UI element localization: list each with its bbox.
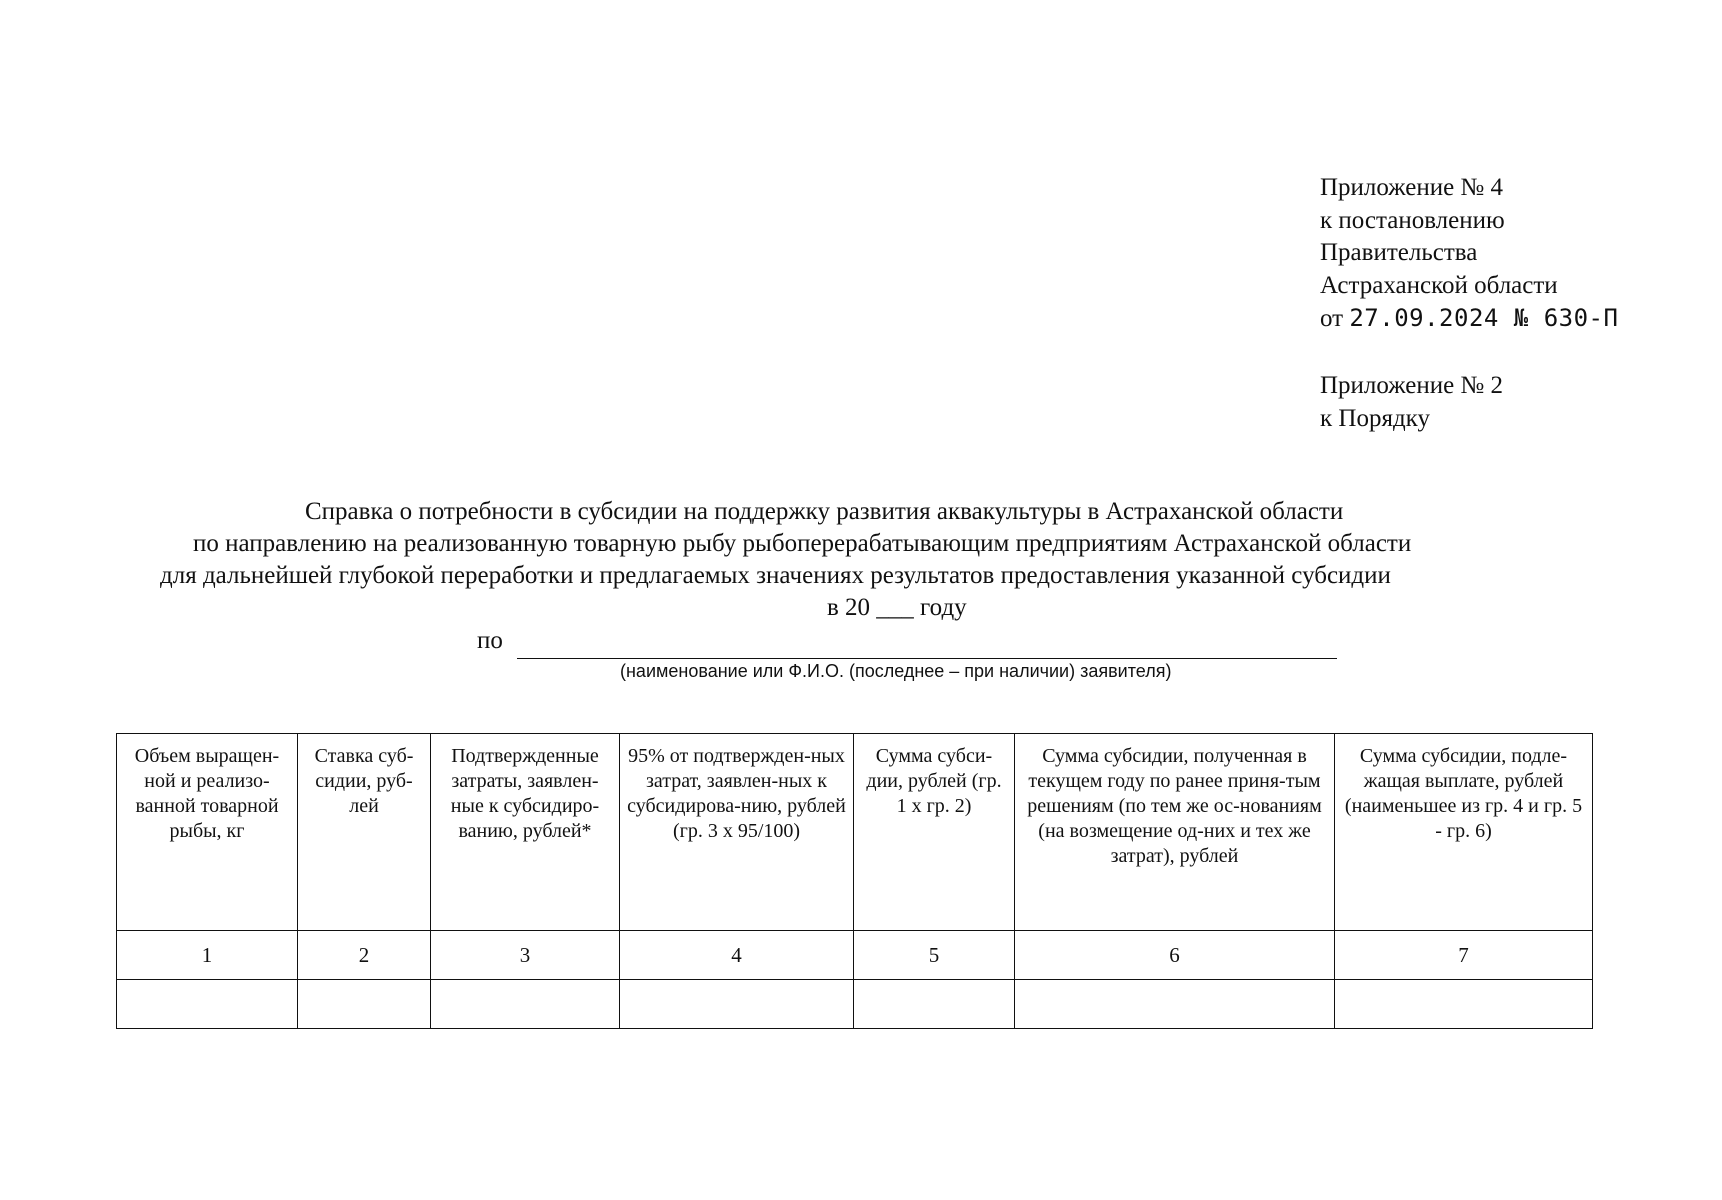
table-header-row xyxy=(117,734,1593,931)
annex-primary-line: Приложение № 4 xyxy=(1320,174,1504,201)
annex-secondary-block xyxy=(1320,370,1680,435)
annex-secondary-line: к Порядку xyxy=(1320,404,1430,432)
annex-primary-line: Правительства xyxy=(1320,239,1478,266)
annex-primary-line: Астраханской области xyxy=(1320,271,1558,299)
table-header-cell: Сумма субси-дии, рублей (гр. 1 х гр. 2) xyxy=(854,734,1015,931)
column-number-cell: 2 xyxy=(298,931,431,980)
table-data-cell[interactable] xyxy=(298,980,431,1029)
column-number-cell: 7 xyxy=(1335,931,1593,980)
table-header-cell: 95% от подтвержден-ных затрат, заявлен-ных к субсидирова-нию, рублей (гр. 3 х 95/100) xyxy=(620,734,854,931)
annex-date-line xyxy=(1320,302,1680,336)
column-number-cell: 4 xyxy=(620,931,854,980)
annex-date-prefix: от xyxy=(1320,305,1344,332)
table-data-cell[interactable] xyxy=(854,980,1015,1029)
annex-primary-block xyxy=(1320,172,1680,336)
table-data-cell[interactable] xyxy=(1015,980,1335,1029)
applicant-name-blank[interactable] xyxy=(517,658,1337,659)
applicant-prefix: по xyxy=(477,627,503,654)
title-year-line: в 20 ___ году xyxy=(827,594,967,621)
table-data-cell[interactable] xyxy=(620,980,854,1029)
column-number-cell: 1 xyxy=(117,931,298,980)
table-data-cell[interactable] xyxy=(1335,980,1593,1029)
title-line: по направлению на реализованную товарную рыбу рыбоперерабатывающим предприятиям Астраханской области xyxy=(193,530,1412,557)
subsidy-table xyxy=(116,733,1593,1029)
annex-date-stamp: 27.09.2024 № 630-П xyxy=(1349,304,1619,332)
table-header-cell: Объем выращен-ной и реализо-ванной товарной рыбы, кг xyxy=(117,734,298,931)
table-header-cell: Сумма субсидии, подле-жащая выплате, рублей (наименьшее из гр. 4 и гр. 5 - гр. 6) xyxy=(1335,734,1593,931)
table-header-cell: Подтвержденные затраты, заявлен-ные к субсидиро-ванию, рублей* xyxy=(431,734,620,931)
title-line: для дальнейшей глубокой переработки и предлагаемых значениях результатов предоставления указанной субсидии xyxy=(160,562,1391,589)
table-data-cell[interactable] xyxy=(117,980,298,1029)
table-header-cell: Ставка суб-сидии, руб-лей xyxy=(298,734,431,931)
column-number-cell: 5 xyxy=(854,931,1015,980)
annex-secondary-line: Приложение № 2 xyxy=(1320,372,1504,399)
title-line: Справка о потребности в субсидии на поддержку развития аквакультуры в Астраханской области xyxy=(305,498,1344,525)
applicant-caption: (наименование или Ф.И.О. (последнее – при наличии) заявителя) xyxy=(620,661,1172,681)
table-row xyxy=(117,980,1593,1029)
table-data-cell[interactable] xyxy=(431,980,620,1029)
annex-primary-line: к постановлению xyxy=(1320,206,1505,234)
table-header-cell: Сумма субсидии, полученная в текущем году по ранее приня-тым решениям (по тем же ос-нованиям (на возмещение од-них и тех же затрат), рублей xyxy=(1015,734,1335,931)
table-column-number-row xyxy=(117,931,1593,980)
column-number-cell: 3 xyxy=(431,931,620,980)
column-number-cell: 6 xyxy=(1015,931,1335,980)
